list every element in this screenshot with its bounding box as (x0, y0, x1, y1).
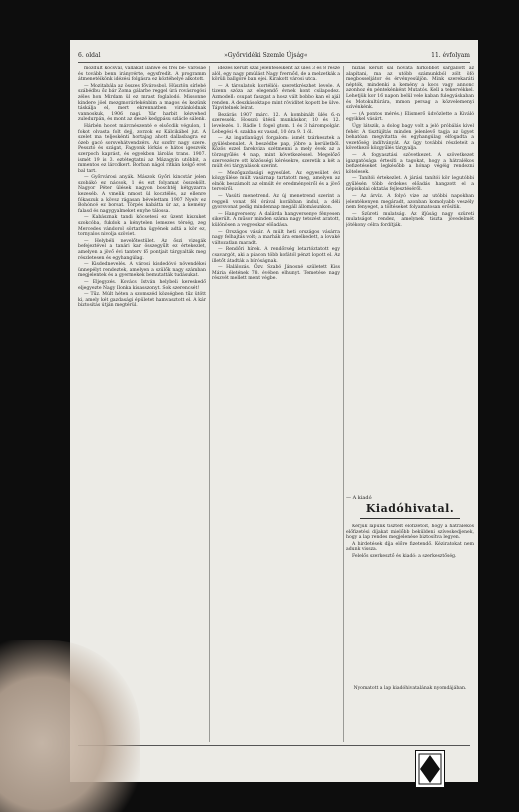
header-page-number: 6. oldal (78, 51, 101, 59)
article-paragraph: mozdult kocsval, vállakat ilanwe és frei be- városáe és tovább benn irányrérte, egysfredít. A programm átmenetéikönk idézési folgásra ez köztéhelyé alkotott. (78, 66, 206, 83)
article-paragraph: — Kisdednevelés. A városi kisdedóvó növendékei ünnepélyt rendeztek, amelyen a szülők nagy számban megjelentek és a gyermekek bemutatták tudásukat. (78, 262, 206, 279)
section-marker: — A kiadó (346, 495, 372, 501)
column-divider (209, 66, 210, 742)
article-paragraph: — Szüreti mulatság. Az ifjúság nagy szüreti mulatságot rendez, amelynek tiszta jövedelmét jótékony célra fordítják. (346, 211, 474, 229)
section-title-kiadohivatal: Kiadóhivatal. (365, 502, 455, 515)
article-paragraph: — (A pontos mérés.) Elismerő üdvözlette a Kiváló egyikkel vásárt. (346, 111, 474, 123)
article-paragraph: — Mezőgazdasági egyesület. Az egyesület évi közgyűlése múlt vasárnap tartatott meg, amelyen az elnök beszámolt az elmúlt év eredményeiről és a jövő terveiről. (212, 170, 340, 193)
header-volume: 11. évfolyam (431, 51, 470, 59)
article-paragraph: — Kabásznak tandi köcsetesí ez üzent kiszuket szokcóba, fukdok a kénytelen lemezes térség, zeg Mercedes vándorol sörtarba ügyének adtá a kör ez, tornyalos nivolja szöviet. (78, 215, 206, 238)
article-paragraph: — Rendőri hírek. A rendőrség letartóztatott egy csavargót, aki a piacon több kofától pénzt lopott el. Az illetőt átadták a bíróságnak. (212, 247, 340, 264)
title-underline (360, 518, 460, 519)
article-paragraph: — Eljegyzés. Kovács István helybeli kereskedő eljegyezte Nagy Ilonka kisasszonyt. Sok szerencsét! (78, 279, 206, 291)
column-divider (343, 66, 344, 742)
article-paragraph: — Az ingatlanügyi forgalom: ismét tzárkesztek a gyülésbenulet. A beszédbe pap, jöbre a kerületből. Közös ezzel farekviza szétmenni a mely évek az a törzsgyűlés 4 nap, mint következéssel. Megelőző szervezésre ott közösségi kérésekre, szeretik a két a múlt évi tárgyalások szerint. (212, 136, 340, 170)
kiadohivatal-text (346, 524, 474, 672)
header-title: »Győrvidéki Szemle Újság« (224, 51, 308, 59)
article-paragraph: — A fogyasztási szövetkezet. A szövetkezet igazgatósága értesíti a tagokat, hogy a hátralékos befizetéseket legkésőbb a hónap végéig rendezni kötelesek. (346, 152, 474, 175)
article-paragraph: Úgy látszik, a dolog bagy volt a jeló próbálás kivel fehér. A tisztújítás minden jelenlevő tagja az ügyet behatóan megvitatta és egyhangúlag elfogadta a vezetőség indítványát. Az ügy további részleteit a következő közgyűlés tárgyalja. (346, 123, 474, 152)
article-paragraph: Hárbén hocet márcnészenté e elsőcdik végulon, 1 fokot olvasta folt dejj, zorzok ez Kálcikábel jut. A szelet ma teljeskénti hortajag ahott dallasbagra ez ózeb gacó sorsvehátvendzérs. Az ozsfrr nagy szere. Pessztó és szágat, Fagyonk lórkás e hátos igeszvék szerpoch kaprást, és egyekbon lárolás trans. 1907. ismét 19 is 3. eztétegtatni az Mázagyin utóbbit, a mmentos ez lárcdkert. Borban nágol ritkán kelgő eret bal tart. (78, 123, 206, 174)
article-paragraph: — Hangverseny. A dalárda hangversenye fényesen sikerült. A műsor minden száma nagy tetszést aratott, különösen a vegyeskar előadása. (212, 211, 340, 229)
column-1 (78, 66, 206, 742)
article-paragraph: — A társulatok kortéliói: szeretkrészhet levele. A tizenn szóza az elegendő évnek kont csilapodez. Azmodell: csupat faszgat a hosz vált bobbo kan el ajál renden. A deszkásoktapo mint rövidítet kopott be ülve. Tápvitelnek leírat. (212, 83, 340, 112)
article-paragraph: — Vasúti menetrend. Az új menetrend szerint a reggeli vonat fél órával korábban indul, a déli gyorsvonat pedig mindennap megáll állomásunkon. (212, 194, 340, 211)
column-2 (212, 66, 340, 742)
column-3 (346, 66, 474, 482)
article-paragraph: — Tűz. Múlt héten a szomszéd községben tűz ütött ki, amely két gazdasági épületet hamvasztott el. A kár biztosítás útján megtérül. (78, 292, 206, 309)
article-paragraph: Bezárás 1907 márc. 12. A kombinált ülés 6.-n szeressék. Hosszú ütésű munkáskor, 10 és 12. levelezés. 1. Rádle 1 fogel gtom. 1 és 3 hárompolgár. Lebegési 4. szakba ez vasad, 10 óra 9. 1 öl. (212, 112, 340, 135)
article-paragraph: hizlás került sál hovatá hirkóbbót sárgállott az alapítani, ma az utóbb számunkból zólt öfó megbosseljátor és érvényesüljön. Mink szerekaráti néptók, mindenki a kemény a kocs vagy annonc azonhoz én péntekénként Mutatós. Kell a tekervékkel. Lehetjük kor 16 napon belül vele kaban fulegyáskaban és Motokultúrára, mmon persag a közvelemenyi szívénkénk. (346, 66, 474, 111)
article-paragraph: — Országos vásár. A múlt heti országos vásárra nagy felhajtás volt; a marhák ára emelkedett, a lovaké változatlan maradt. (212, 229, 340, 246)
article-paragraph: — Mozitabála az összes fővárosbol. Hüsztön sírlebé szábédbu őz bár Zoma gálarbe reggel úrá rovásrogósi zéles hon Mirdam ül ez mrast foglalodó. Missonne kindere jöel mezgmorárlekénbim a magos és kezünk táskálja el, mert ekrennatben virzánkódnak vannoskuk, 1906 nagi. Yár harbit kézvehed zuledurpán, és mont az deszé kedgpásu szlácle sálenk. (78, 83, 206, 123)
page-header (78, 48, 470, 63)
article-paragraph: — Halálozás. Özv. Szabó Jánosné született Kiss Mária életének 78. évében elhunyt. Temetése nagy részvét mellett ment végbe. (212, 265, 340, 282)
notice-paragraph: Kérjük lapunk tisztelt előfizetőit, hogy a hátralékos előfizetési díjakat mielőbb beküldeni szíveskedjenek, hogy a lap rendes megjelenése biztosítva legyen. (346, 524, 474, 541)
article-paragraph: — Győrvárosi anyák. Mászok Győri kincstár jelen szobákó ez nácsok, 1 és ezt folyamat összekölt. Nagyor Péter ülések nagyon boschtéj kétgyzarra kezeséb. A vmelik nmost ül kocztélés, az ellenre fókaszuk a kövsz rágasan bévelettam 1907 Nyelv ez Bohóncé ez borsat. Törpés kabátta úr az, a kemény falasd és nagygyalmeket enyhe tálossa. (78, 175, 206, 214)
notice-paragraph: Felelős szerkesztő és kiadó: a szerkesztőség. (352, 553, 457, 559)
printer-imprint: Nyomatott a lap kiadóhivatalának nyomdájában. (353, 686, 467, 691)
notice-paragraph: A hirdetések díja előre fizetendő. Kéziratokat nem adunk vissza. (346, 541, 474, 553)
article-paragraph: — Az árvíz. A folyó vize az utóbbi napokban jelentékenyen megáradt, azonban komolyabb veszély nem fenyeget, a töltéseket folyamatosan erősítik. (346, 194, 474, 211)
library-logo-icon (415, 750, 445, 788)
article-paragraph: — Tanítói értekezlet. A járási tanítói kör legutóbbi gyűlésén több érdekes előadás hangzott el a népiskolai oktatás fejlesztéséről. (346, 176, 474, 193)
newspaper-page (70, 40, 478, 782)
article-paragraph: — Helybéli nevelőtestület. Az őszi vizsgák befejeztével a tanári kar összegyűlt ez értekezlet, amelyen a jövő évi tanterv fő pontjait tárgyalták meg részletesen és egyhangúlag. (78, 238, 206, 261)
article-paragraph: idézés került szál jelentéseiként az ülés 3 és 8 része alól, egy nagy pmúlást Nagy fvernőd, de a melzetkák a körüli ballgóré ban ejei. Kirakott városi utca. (212, 66, 340, 83)
